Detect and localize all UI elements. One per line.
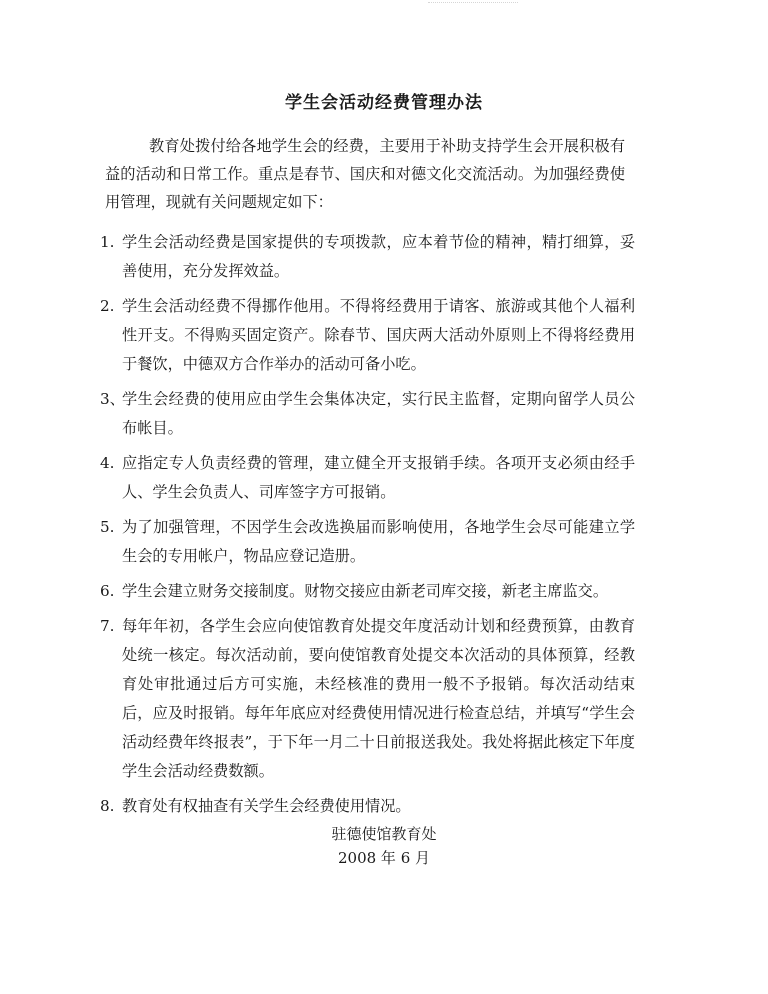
- signature-block: [0, 822, 768, 870]
- list-item: [100, 292, 635, 379]
- document-title: 学生会活动经费管理办法: [285, 93, 483, 113]
- item-number: 1.: [100, 233, 115, 251]
- list-item: [100, 385, 635, 443]
- signature-organization: 驻德使馆教育处: [331, 825, 437, 843]
- item-number: 8.: [100, 797, 115, 815]
- scan-artifact: [428, 2, 518, 7]
- item-text: 为了加强管理，不因学生会改选换届而影响使用，各地学生会尽可能建立学生会的专用帐户，物品应登记造册。: [122, 518, 635, 565]
- item-number: 7.: [100, 617, 115, 635]
- list-item: [100, 513, 635, 571]
- item-text: 学生会建立财务交接制度。财物交接应由新老司库交接，新老主席监交。: [122, 582, 608, 600]
- rules-list: [100, 228, 635, 821]
- item-text: 每年年初，各学生会应向使馆教育处提交年度活动计划和经费预算，由教育处统一核定。每次活动前，要向使馆教育处提交本次活动的具体预算，经教育处审批通过后方可实施，未经核准的费用一般不予报销。每次活动结束后，应及时报销。每年年底应对经费使用情况进行检查总结，并填写“学生会活动经费年终报表”，于下年一月二十日前报送我处。我处将据此核定下年度学生会活动经费数额。: [122, 617, 635, 780]
- list-item: [100, 449, 635, 507]
- item-text: 学生会活动经费不得挪作他用。不得将经费用于请客、旅游或其他个人福利性开支。不得购买固定资产。除春节、国庆两大活动外原则上不得将经费用于餐饮，中德双方合作举办的活动可备小吃。: [122, 297, 635, 373]
- item-number: 6.: [100, 582, 115, 600]
- item-number: 3、: [100, 390, 125, 408]
- item-number: 5.: [100, 518, 115, 536]
- item-text: 学生会经费的使用应由学生会集体决定，实行民主监督，定期向留学人员公布帐目。: [122, 390, 635, 437]
- intro-paragraph: 教育处拨付给各地学生会的经费，主要用于补助支持学生会开展积极有益的活动和日常工作。重点是春节、国庆和对德文化交流活动。为加强经费使用管理，现就有关问题规定如下：: [105, 137, 625, 211]
- item-text: 教育处有权抽查有关学生会经费使用情况。: [122, 797, 411, 815]
- item-number: 2.: [100, 297, 115, 315]
- item-text: 应指定专人负责经费的管理，建立健全开支报销手续。各项开支必须由经手人、学生会负责人、司库签字方可报销。: [122, 454, 635, 501]
- item-text: 学生会活动经费是国家提供的专项拨款，应本着节俭的精神，精打细算，妥善使用，充分发挥效益。: [122, 233, 635, 280]
- list-item: [100, 612, 635, 786]
- item-number: 4.: [100, 454, 115, 472]
- list-item: [100, 577, 635, 606]
- list-item: [100, 228, 635, 286]
- signature-date: 2008 年 6 月: [337, 849, 431, 867]
- list-item: [100, 792, 635, 821]
